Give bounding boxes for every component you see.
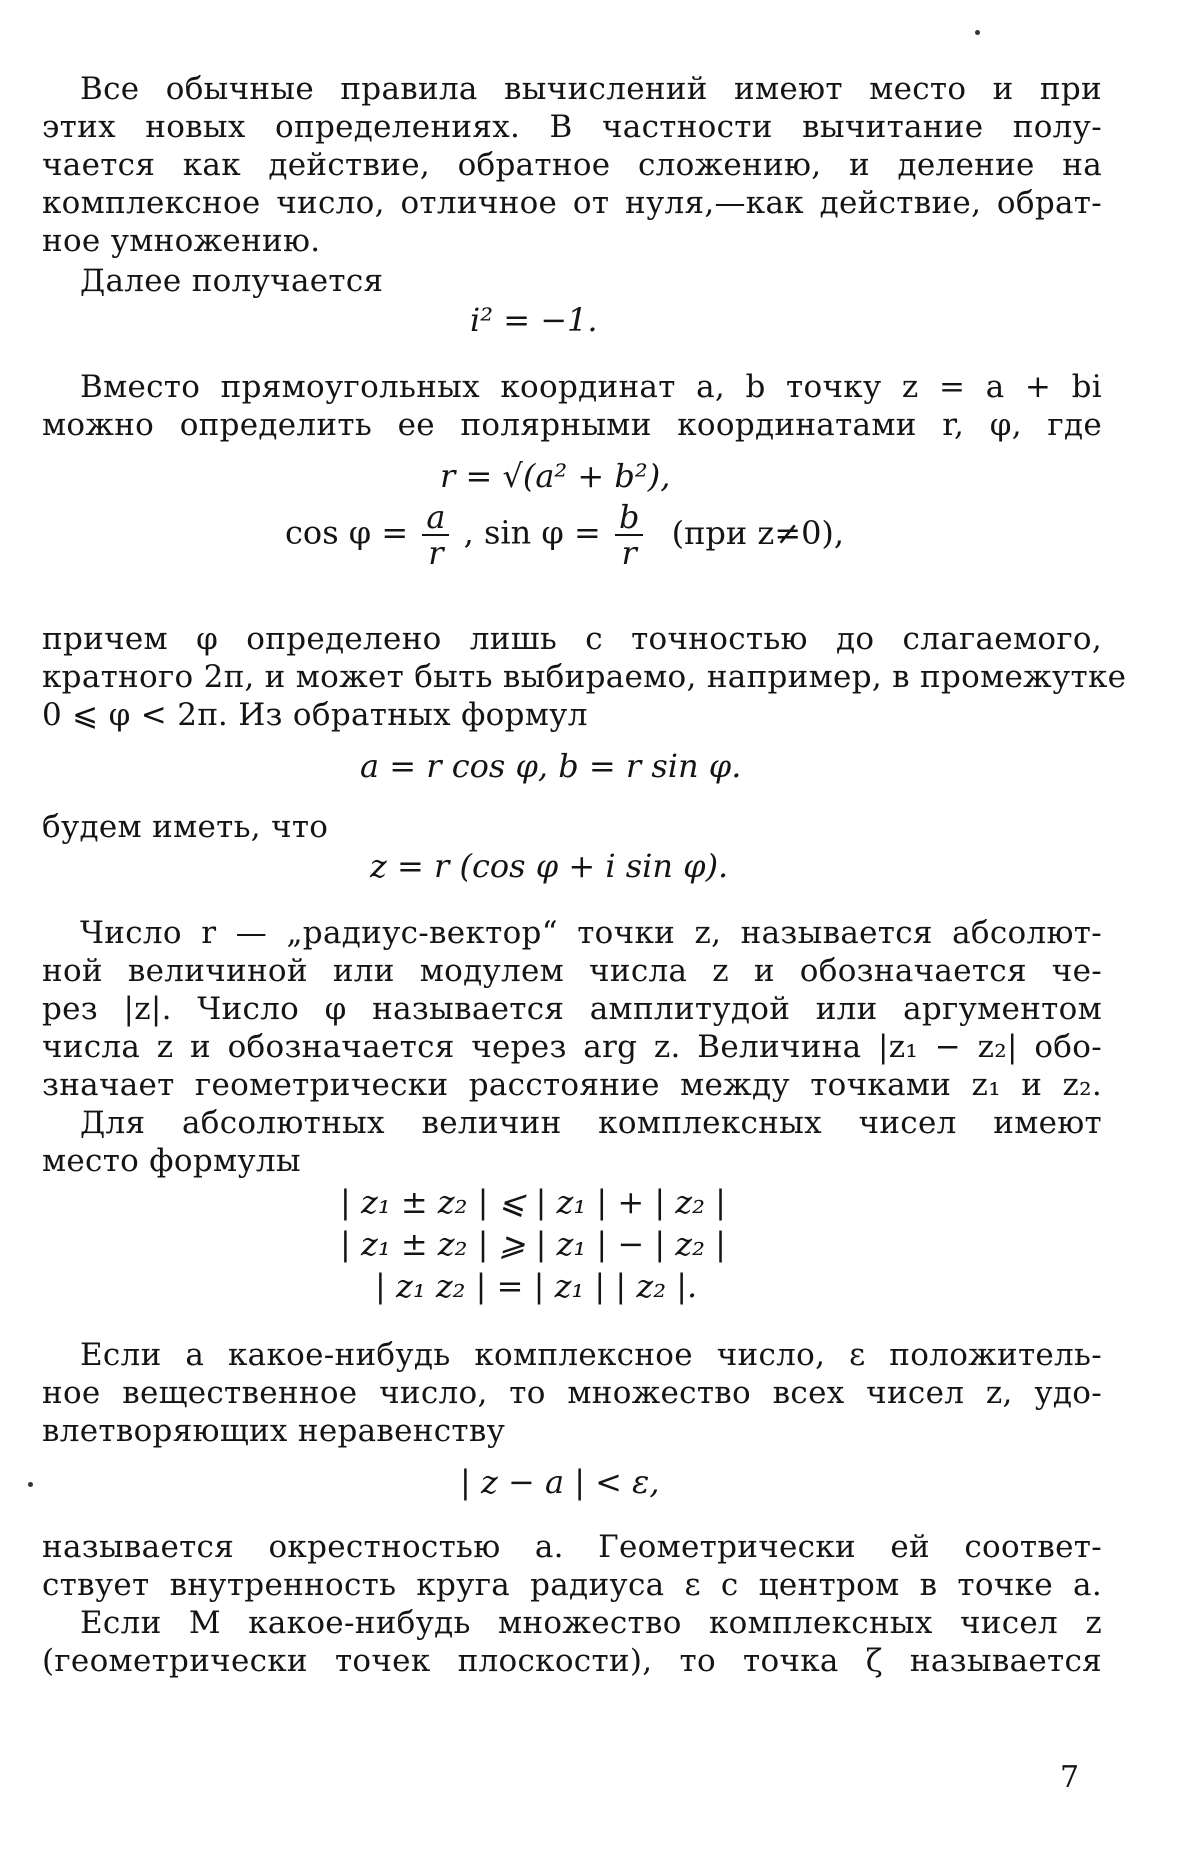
fraction-a-over-r	[422, 500, 449, 570]
text-line: Число r — „радиус-вектор“ точки z, называется абсолют-	[80, 915, 1102, 951]
equation-i-squared: i² = −1.	[470, 301, 598, 339]
equation-inverse: a = r cos φ, b = r sin φ.	[360, 747, 742, 785]
text-line: этих новых определениях. В частности вычитание полу-	[42, 109, 1102, 145]
page-number: 7	[1060, 1760, 1080, 1795]
text-line: ной величиной или модулем числа z и обозначается че-	[42, 953, 1102, 989]
text-line: Далее получается	[80, 263, 384, 299]
fraction-numerator: b	[615, 500, 643, 536]
text-line: влетворяющих неравенству	[42, 1413, 506, 1449]
equation-product-modulus: | z₁ z₂ | = | z₁ | | z₂ |.	[375, 1267, 698, 1305]
text-line: Если M какое-нибудь множество комплексных чисел z	[80, 1605, 1102, 1641]
text-line: Все обычные правила вычислений имеют место и при	[80, 71, 1102, 107]
scan-speck	[28, 1482, 33, 1487]
inequality-triangle-lower: | z₁ ± z₂ | ⩾ | z₁ | − | z₂ |	[340, 1225, 726, 1263]
text-line: ное умножению.	[42, 223, 321, 259]
equation-polar-form: z = r (cos φ + i sin φ).	[370, 847, 729, 885]
condition-text: (при z≠0),	[671, 513, 845, 552]
fraction-denominator: r	[621, 534, 637, 572]
text-line: числа z и обозначается через arg z. Величина |z₁ − z₂| обо-	[42, 1029, 1102, 1065]
text-line: чается как действие, обратное сложению, и деление на	[42, 147, 1102, 183]
inequality-triangle-upper: | z₁ ± z₂ | ⩽ | z₁ | + | z₂ |	[340, 1183, 726, 1221]
text-line: рез |z|. Число φ называется амплитудой или аргументом	[42, 991, 1102, 1027]
text-line: будем иметь, что	[42, 809, 329, 845]
text-line: Вместо прямоугольных координат a, b точку z = a + bi	[80, 369, 1102, 405]
text-line: можно определить ее полярными координатами r, φ, где	[42, 407, 1102, 443]
text-line: причем φ определено лишь с точностью до слагаемого,	[42, 621, 1102, 657]
text-line: значает геометрически расстояние между точками z₁ и z₂.	[42, 1067, 1102, 1103]
fraction-b-over-r	[615, 500, 643, 570]
equation-modulus: r = √(a² + b²),	[440, 457, 671, 495]
inequality-neighborhood: | z − a | < ε,	[460, 1463, 660, 1501]
equation-cos-sin	[285, 500, 844, 590]
text-line: (геометрически точек плоскости), то точка ζ называется	[42, 1643, 1102, 1679]
fraction-denominator: r	[428, 534, 444, 572]
scan-speck	[975, 30, 980, 35]
text-line: ствует внутренность круга радиуса ε с центром в точке a.	[42, 1567, 1102, 1603]
fraction-numerator: a	[422, 500, 449, 536]
text-line: Если a какое-нибудь комплексное число, ε положитель-	[80, 1337, 1102, 1373]
text-line: место формулы	[42, 1143, 301, 1179]
sin-label: , sin φ =	[463, 513, 601, 552]
text-line: комплексное число, отличное от нуля,—как действие, обрат-	[42, 185, 1102, 221]
text-line: 0 ⩽ φ < 2π. Из обратных формул	[42, 697, 588, 733]
text-line: называется окрестностью a. Геометрически ей соответ-	[42, 1529, 1102, 1565]
text-line: Для абсолютных величин комплексных чисел имеют	[80, 1105, 1102, 1141]
text-line: ное вещественное число, то множество всех чисел z, удо-	[42, 1375, 1102, 1411]
cos-label: cos φ =	[285, 513, 409, 552]
text-line: кратного 2π, и может быть выбираемо, например, в промежутке	[42, 659, 1127, 695]
